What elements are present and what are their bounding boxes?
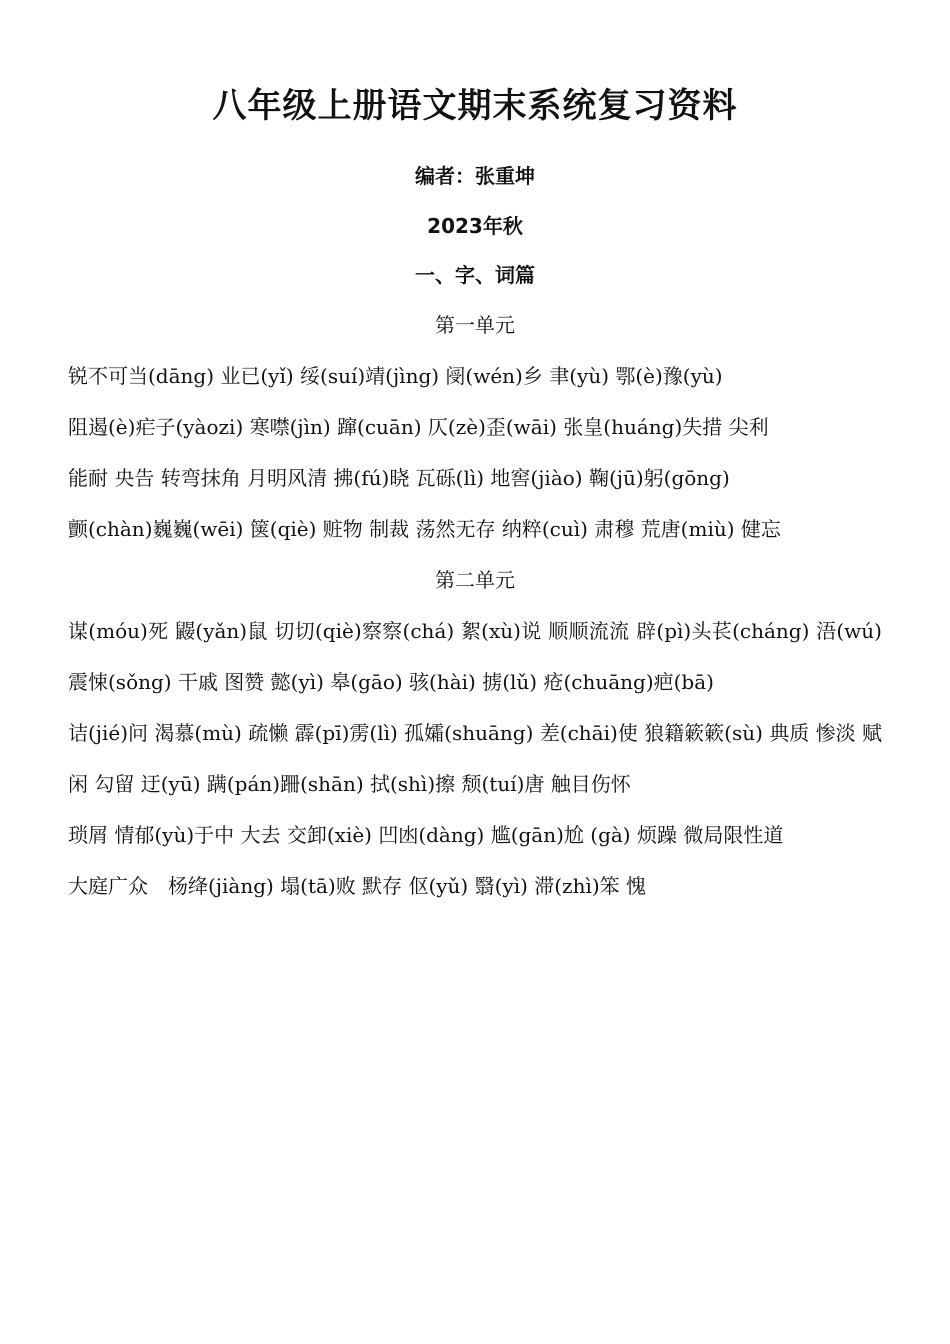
vocab-paragraph: 诘(jié)问 渴慕(mù) 疏懒 霹(pī)雳(lì) 孤孀(shuāng) 差(chāi)使 狼籍簌簌(sù) 典质 惨淡 赋闲 勾留 迂(yū) 蹒(pán)跚(shān) 拭(shì)擦 颓(tuí)唐 触目伤怀 [68,721,882,796]
document-author: 编者：张重坤 [415,164,535,188]
document-body [68,300,882,912]
document-term: 2023年秋 [427,214,523,238]
vocab-paragraph: 颤(chàn)巍巍(wēi) 箧(qiè) 赃物 制裁 荡然无存 纳粹(cuì) 肃穆 荒唐(miù) 健忘 [68,517,781,541]
vocab-paragraph: 能耐 央告 转弯抹角 月明风清 拂(fú)晓 瓦砾(lì) 地窖(jiào) 鞠(jū)躬(gōng) [68,466,730,490]
unit-heading: 第二单元 [435,568,515,592]
vocab-paragraph: 大庭广众 杨绛(jiàng) 塌(tā)败 默存 伛(yǔ) 翳(yì) 滞(zhì)笨 愧 [68,874,647,898]
vocab-paragraph: 琐屑 情郁(yù)于中 大去 交卸(xiè) 凹凼(dàng) 尴(gān)尬 (gà) 烦躁 微局限性道 [68,823,784,847]
section-heading: 一、字、词篇 [415,263,535,287]
unit-heading: 第一单元 [435,313,515,337]
vocab-paragraph: 锐不可当(dāng) 业已(yǐ) 绥(suí)靖(jìng) 阌(wén)乡 聿(yù) 鄂(è)豫(yù) [68,364,723,388]
vocab-paragraph: 阻遏(è)疟子(yàozi) 寒噤(jìn) 蹿(cuān) 仄(zè)歪(wāi) 张皇(huáng)失措 尖利 [68,415,769,439]
document-title: 八年级上册语文期末系统复习资料 [212,86,738,126]
vocab-paragraph: 谋(móu)死 鼹(yǎn)鼠 切切(qiè)察察(chá) 絮(xù)说 顺顺流流 辟(pì)头苌(cháng) 浯(wú) 震悚(sǒng) 干戚 图赞 懿(yì) 皋(gāo) 骇(hài) 掳(lǔ) 疮(chuāng)疤(bā) [68,619,882,694]
